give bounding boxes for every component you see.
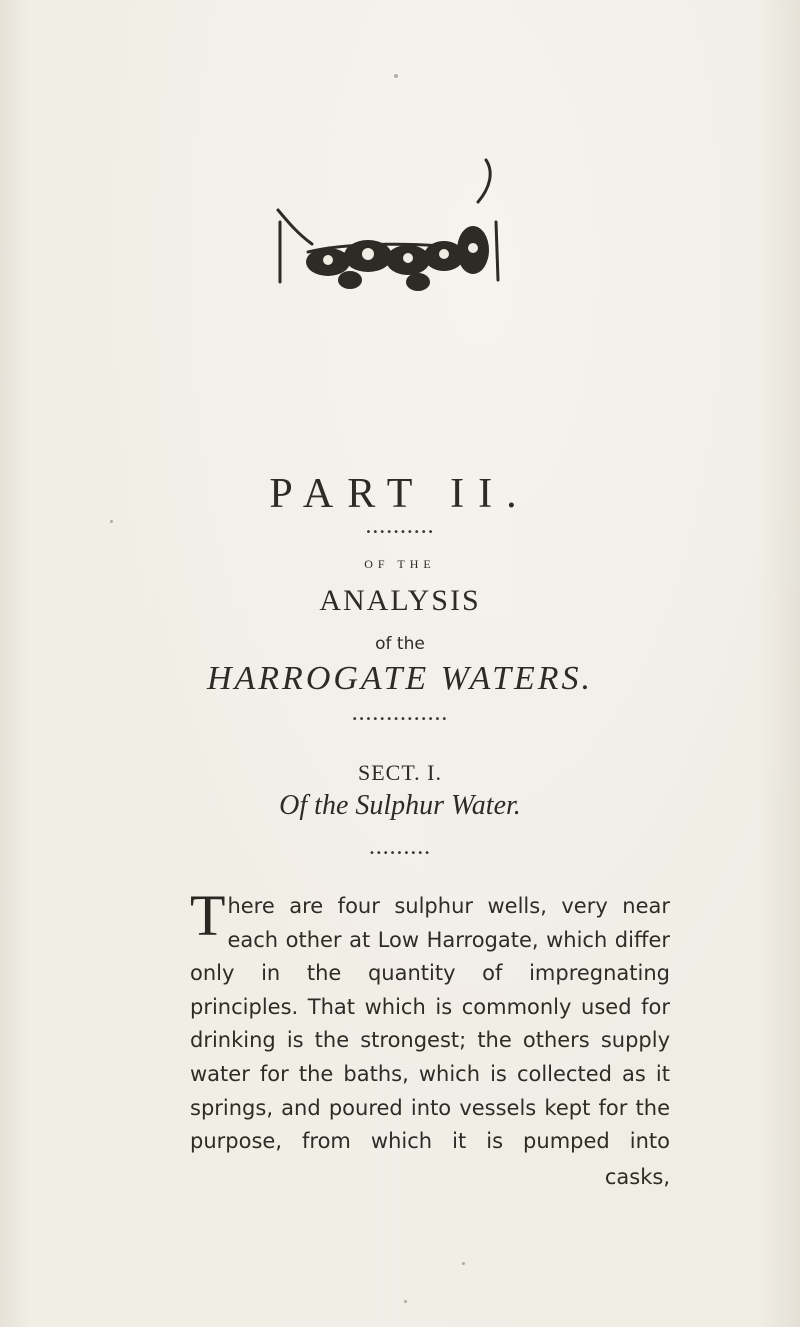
section-title: Of the Sulphur Water. [279,790,521,821]
subject-title: HARROGATE WATERS. [206,660,594,697]
ornamental-rule: ••••••••• [368,848,432,859]
ornamental-rule: •••••••••• [365,527,435,538]
paper-speck [110,520,113,523]
part-title: PART II. [269,471,531,517]
paper-speck [462,1262,465,1265]
drop-cap: T [190,883,226,948]
paper-speck [394,74,398,78]
catchword: casks, [604,1165,670,1189]
foliage-ornament-icon [268,152,510,302]
paragraph-text: here are four sulphur wells, very near each other at Low Harrogate, which differ only in the quantity of impregnating principles. That which is commonly used for drinking is the strongest; the others supply water for the baths, which is collected as it springs, and poured into vessels kept for the purpose, from which it is pumped into [190,894,670,1154]
body-paragraph [190,883,670,1159]
of-the-caps: OF THE [364,557,436,571]
of-the-lower: of the [375,634,425,654]
ornamental-rule: •••••••••••••• [351,714,449,725]
heading-analysis: ANALYSIS [319,584,481,617]
section-number: SECT. I. [358,760,442,785]
paper-speck [404,1300,407,1303]
